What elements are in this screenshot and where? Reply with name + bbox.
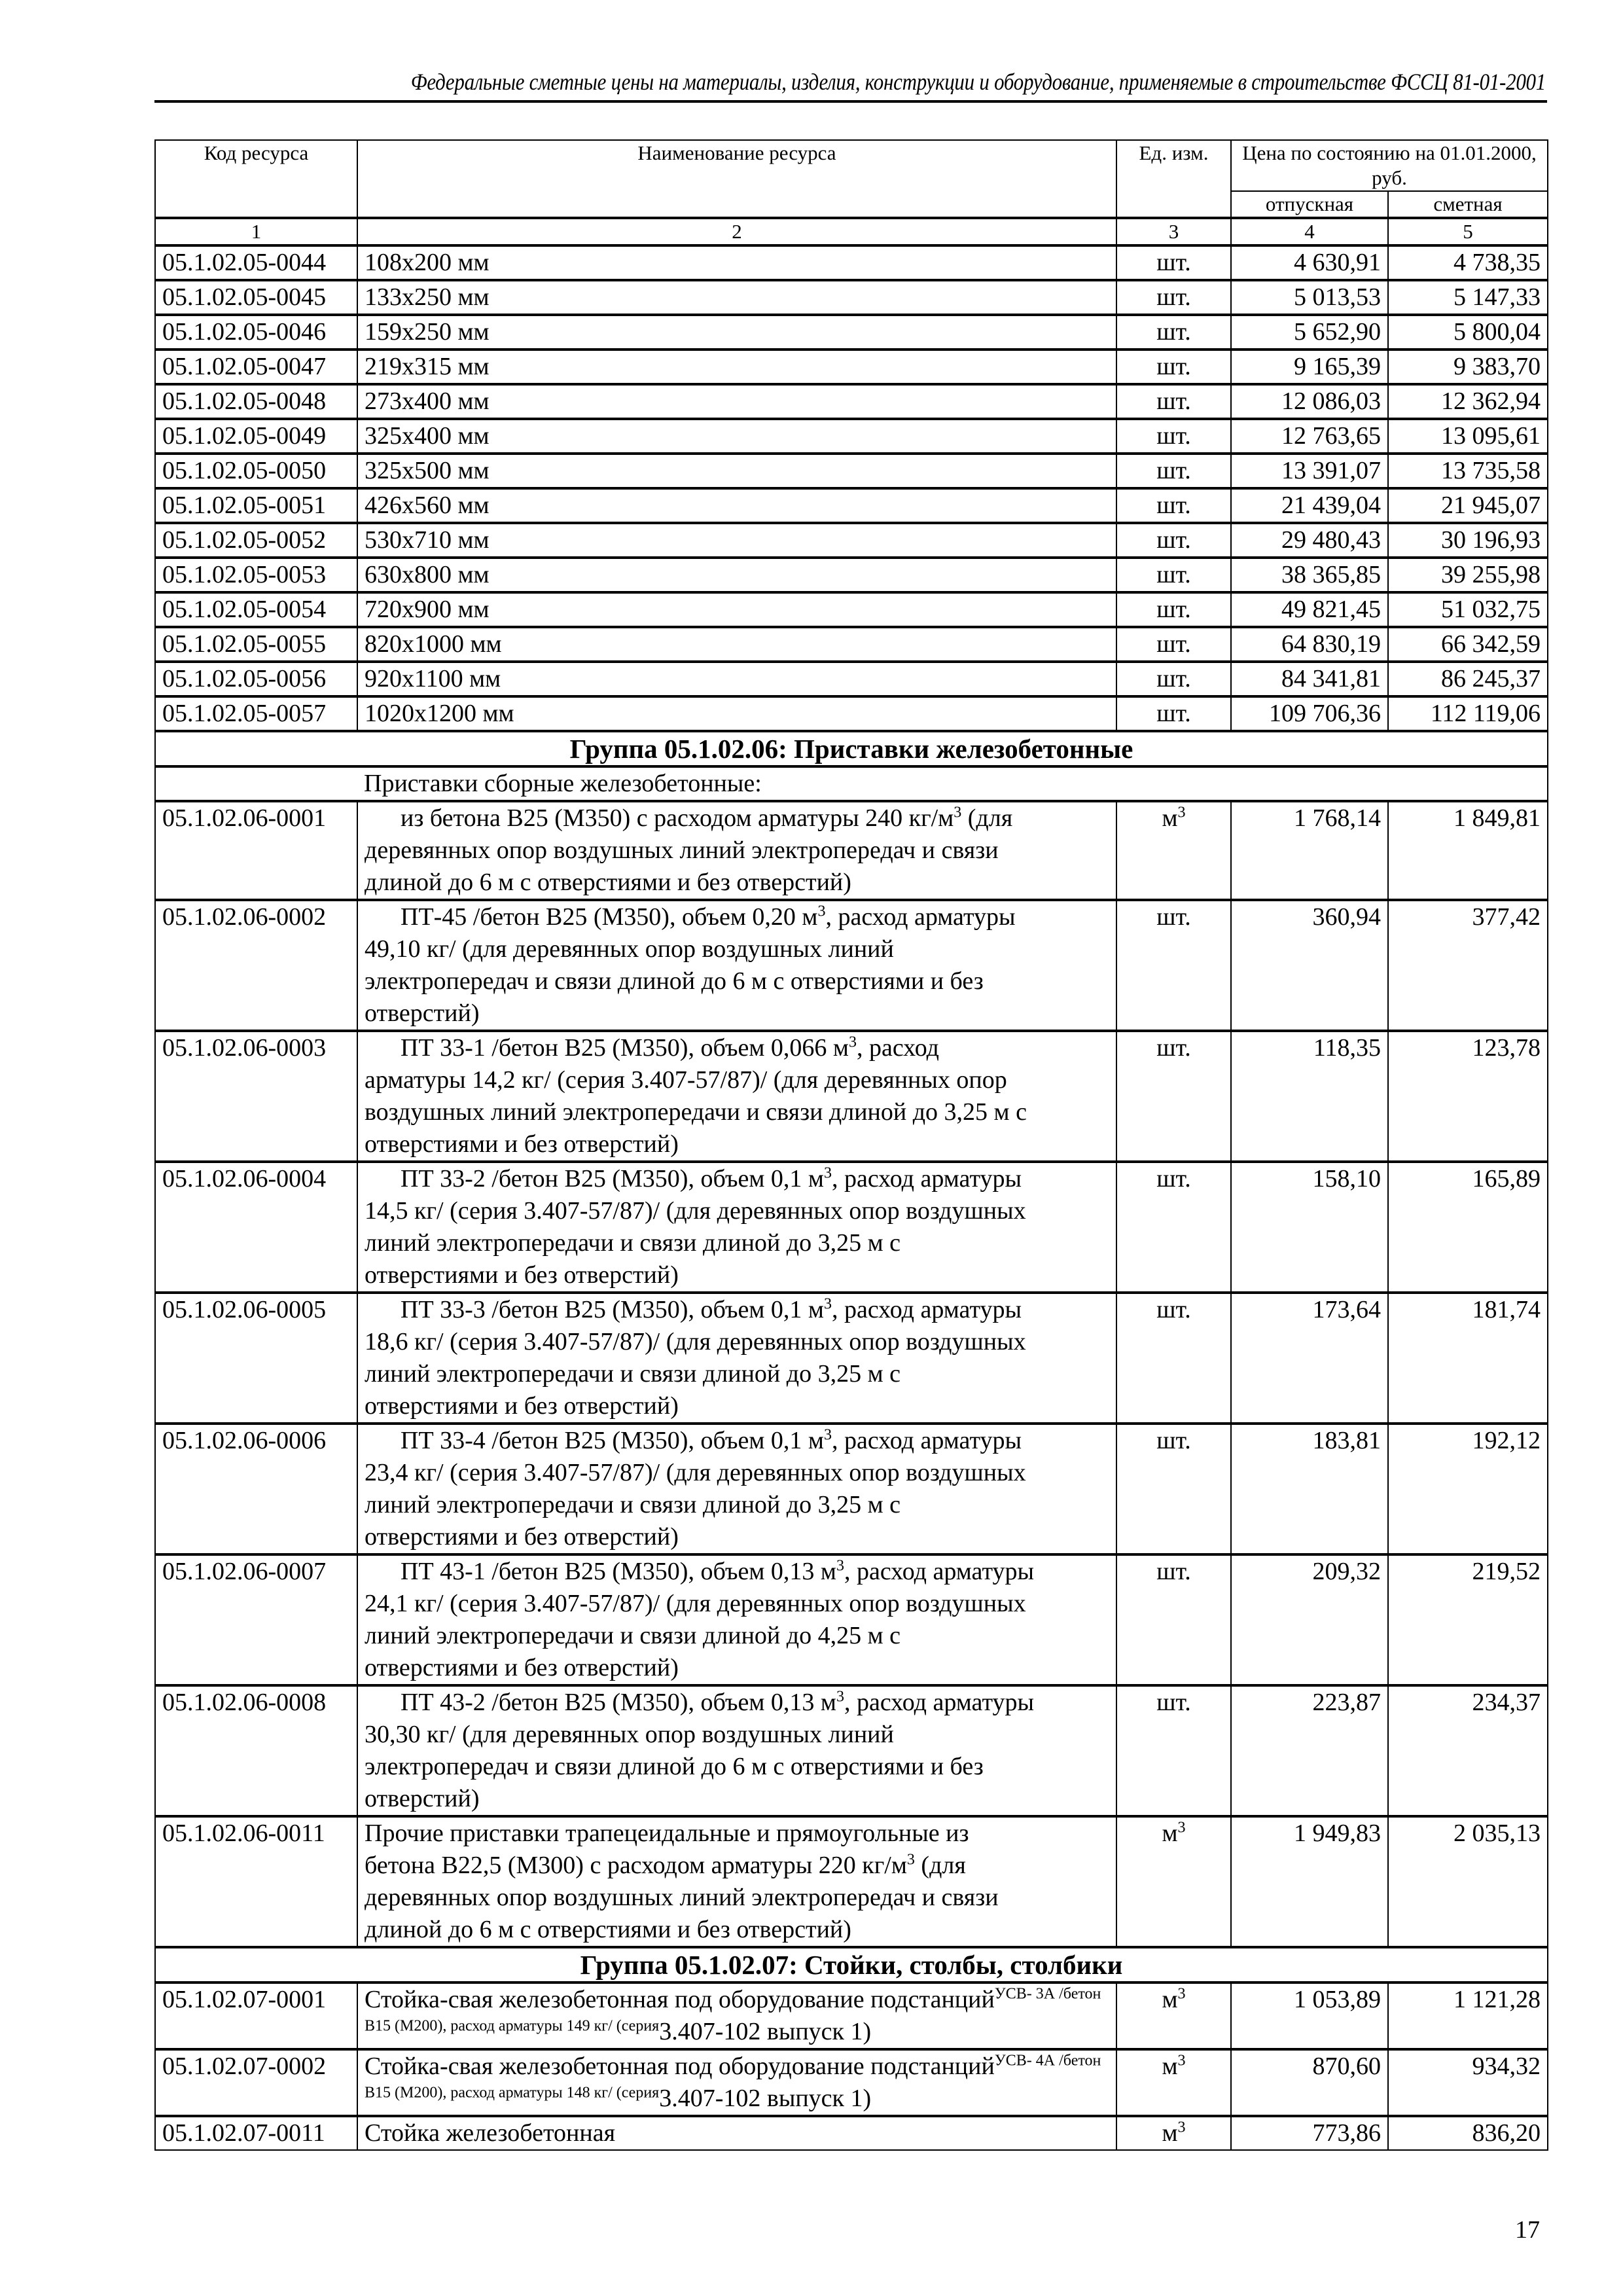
unit: шт. (1116, 523, 1231, 558)
subheading-row (155, 766, 1548, 801)
unit-label: шт. (1156, 1165, 1191, 1193)
name-line: ПТ 33-1 /бетон В25 (М350), объем 0,066 $м^3$, расход (401, 1033, 939, 1062)
name-line: воздушных линий электропередачи и связи длиной до 3,25 м с (365, 1098, 1027, 1126)
price-estimate: 836,20 (1388, 2116, 1548, 2150)
unit: шт. (1116, 558, 1231, 592)
unit: шт. (1116, 696, 1231, 731)
unit-label: шт. (1156, 1558, 1191, 1585)
price-estimate: 219,52 (1388, 1554, 1548, 1685)
resource-code: 05.1.02.06-0002 (155, 900, 357, 1031)
name-line: отверстий) (365, 999, 480, 1027)
resource-code: 05.1.02.07-0001 (155, 1982, 357, 2049)
price-estimate: 234,37 (1388, 1685, 1548, 1816)
price-release: 38 365,85 (1231, 558, 1388, 592)
price-estimate: 86 245,37 (1388, 662, 1548, 696)
superscript: УСВ- 3А /бетон В15 (М200), расход арматуры 149 кг/ (серия (365, 1985, 1101, 2035)
unit (1116, 1162, 1231, 1293)
name-line: 49,10 кг/ (для деревянных опор воздушных линий (365, 935, 894, 963)
unit (1116, 801, 1231, 900)
superscript: 3 (823, 1164, 832, 1182)
price-estimate: 112 119,06 (1388, 696, 1548, 731)
price-estimate: 165,89 (1388, 1162, 1548, 1293)
table-row (155, 523, 1548, 558)
price-estimate: 181,74 (1388, 1293, 1548, 1424)
unit: шт. (1116, 454, 1231, 488)
name-line: ПТ-45 /бетон В25 (М350), объем 0,20 $м^3$, расход арматуры (401, 903, 1016, 931)
unit: шт. (1116, 592, 1231, 627)
resource-name: 325x400 мм (357, 419, 1116, 454)
group-title: Группа 05.1.02.07: Стойки, столбы, столбики (155, 1947, 1548, 1982)
table-row (155, 1031, 1548, 1162)
unit (1116, 2049, 1231, 2116)
price-estimate: 13 735,58 (1388, 454, 1548, 488)
price-release: 1 053,89 (1231, 1982, 1388, 2049)
running-header: Федеральные сметные цены на материалы, изделия, конструкции и оборудование, применяемые в строительстве ФССЦ 81-01-2001 (410, 69, 1546, 95)
unit (1116, 1685, 1231, 1816)
superscript: 3 (954, 804, 962, 821)
resource-name: 159x250 мм (357, 315, 1116, 350)
superscript: 3 (906, 1851, 915, 1869)
column-numbers-row (155, 218, 1548, 245)
resource-code: 05.1.02.05-0048 (155, 384, 357, 419)
header-rule (154, 100, 1547, 103)
name-line: 30,30 кг/ (для деревянных опор воздушных линий (365, 1721, 894, 1748)
price-estimate: 1 121,28 (1388, 1982, 1548, 2049)
resource-name: 133x250 мм (357, 280, 1116, 315)
resource-code: 05.1.02.06-0007 (155, 1554, 357, 1685)
unit-label: м (1162, 2053, 1178, 2080)
resource-name: 1020x1200 мм (357, 696, 1116, 731)
name-line: Прочие приставки трапецеидальные и прямоугольные из (365, 1820, 969, 1847)
price-estimate: 1 849,81 (1388, 801, 1548, 900)
superscript: 3 (1177, 2052, 1186, 2070)
resource-code: 05.1.02.05-0046 (155, 315, 357, 350)
superscript: УСВ- 4А /бетон В15 (М200), расход арматуры 148 кг/ (серия (365, 2052, 1101, 2102)
resource-name: 920x1100 мм (357, 662, 1116, 696)
resource-code: 05.1.02.06-0003 (155, 1031, 357, 1162)
table-row (155, 280, 1548, 315)
table-row (155, 627, 1548, 662)
unit-label: шт. (1156, 1689, 1191, 1716)
resource-name (357, 1162, 1116, 1293)
header-price-group: Цена по состоянию на 01.01.2000, руб. (1231, 140, 1548, 191)
resource-name (357, 1031, 1116, 1162)
name-line: Стойка железобетонная (365, 2119, 616, 2147)
unit (1116, 1982, 1231, 2049)
resource-code: 05.1.02.05-0047 (155, 350, 357, 384)
resource-name (357, 1685, 1116, 1816)
unit-label: шт. (1156, 1427, 1191, 1454)
unit-label: м (1162, 804, 1178, 832)
unit (1116, 2116, 1231, 2150)
header-price-estimate: сметная (1388, 191, 1548, 218)
name-line: 24,1 кг/ (серия 3.407-57/87)/ (для деревянных опор воздушных (365, 1590, 1026, 1617)
resource-code: 05.1.02.05-0049 (155, 419, 357, 454)
unit-label: м (1162, 2119, 1178, 2147)
resource-name (357, 900, 1116, 1031)
price-release: 29 480,43 (1231, 523, 1388, 558)
price-estimate: 123,78 (1388, 1031, 1548, 1162)
resource-name: 108x200 мм (357, 245, 1116, 280)
unit (1116, 1293, 1231, 1424)
resource-name (357, 2049, 1116, 2116)
resource-code: 05.1.02.07-0002 (155, 2049, 357, 2116)
page-number: 17 (1515, 2216, 1540, 2244)
resource-name: 530x710 мм (357, 523, 1116, 558)
name-line: электропередач и связи длиной до 6 м с отверстиями и без (365, 967, 984, 995)
price-estimate: 934,32 (1388, 2049, 1548, 2116)
table-row (155, 245, 1548, 280)
superscript: 3 (823, 1295, 832, 1313)
unit (1116, 1424, 1231, 1554)
price-release: 64 830,19 (1231, 627, 1388, 662)
table-row (155, 384, 1548, 419)
superscript: 3 (1177, 2119, 1186, 2136)
price-release: 1 949,83 (1231, 1816, 1388, 1947)
name-line: 23,4 кг/ (серия 3.407-57/87)/ (для деревянных опор воздушных (365, 1459, 1026, 1486)
name-line: отверстиями и без отверстий) (365, 1654, 679, 1681)
price-estimate: 51 032,75 (1388, 592, 1548, 627)
resource-name (357, 1424, 1116, 1554)
resource-name (357, 1293, 1116, 1424)
superscript: 3 (817, 903, 826, 920)
unit (1116, 900, 1231, 1031)
header-name: Наименование ресурса (357, 140, 1116, 218)
table-row (155, 558, 1548, 592)
name-line: ПТ 33-3 /бетон В25 (М350), объем 0,1 $м^3$, расход арматуры (401, 1295, 1022, 1323)
table-row (155, 1424, 1548, 1554)
resource-name: 219x315 мм (357, 350, 1116, 384)
table-row (155, 488, 1548, 523)
header-unit: Ед. изм. (1116, 140, 1231, 218)
price-release: 21 439,04 (1231, 488, 1388, 523)
resource-code: 05.1.02.05-0052 (155, 523, 357, 558)
resource-code: 05.1.02.06-0008 (155, 1685, 357, 1816)
unit-label: м (1162, 1986, 1178, 2013)
table-row (155, 662, 1548, 696)
table-row (155, 1816, 1548, 1947)
price-release: 773,86 (1231, 2116, 1388, 2150)
group-title: Группа 05.1.02.06: Приставки железобетонные (155, 731, 1548, 766)
name-line: ПТ 43-2 /бетон В25 (М350), объем 0,13 $м^3$, расход арматуры (401, 1688, 1035, 1716)
resource-code: 05.1.02.05-0053 (155, 558, 357, 592)
unit: шт. (1116, 627, 1231, 662)
price-release: 5 652,90 (1231, 315, 1388, 350)
resource-name (357, 1816, 1116, 1947)
price-estimate: 2 035,13 (1388, 1816, 1548, 1947)
group-header-07 (155, 1947, 1548, 1982)
subheading: Приставки сборные железобетонные: (357, 766, 1548, 801)
name-line: бетона В22,5 (М300) с расходом арматуры 220 $кг/м^3$ (для (365, 1851, 966, 1879)
price-release: 173,64 (1231, 1293, 1388, 1424)
column-number: 3 (1116, 218, 1231, 245)
price-release: 84 341,81 (1231, 662, 1388, 696)
price-estimate: 66 342,59 (1388, 627, 1548, 662)
resource-name: 720x900 мм (357, 592, 1116, 627)
table-row (155, 2116, 1548, 2150)
resource-code: 05.1.02.06-0005 (155, 1293, 357, 1424)
name-line: отверстиями и без отверстий) (365, 1523, 679, 1551)
name-line: Стойка-свая железобетонная под оборудование подстанций$^{УСВ- 4А /бетон В15 (М200), расход арматуры 148 кг/ (серия}$3.407-102 выпуск 1) (365, 2052, 1101, 2112)
resource-name: 820x1000 мм (357, 627, 1116, 662)
unit: шт. (1116, 315, 1231, 350)
table-row (155, 696, 1548, 731)
unit (1116, 1031, 1231, 1162)
table-row (155, 1162, 1548, 1293)
price-table (154, 139, 1548, 2151)
unit: шт. (1116, 488, 1231, 523)
price-release: 870,60 (1231, 2049, 1388, 2116)
unit-label: шт. (1156, 1034, 1191, 1062)
name-line: отверстиями и без отверстий) (365, 1130, 679, 1158)
column-number: 1 (155, 218, 357, 245)
resource-name (357, 2116, 1116, 2150)
price-release: 183,81 (1231, 1424, 1388, 1554)
table-row (155, 315, 1548, 350)
name-line: линий электропередачи и связи длиной до 3,25 м с (365, 1229, 901, 1257)
superscript: 3 (836, 1557, 844, 1575)
name-line: линий электропередачи и связи длиной до 3,25 м с (365, 1491, 901, 1518)
unit-label: шт. (1156, 903, 1191, 931)
superscript: 3 (1177, 1985, 1186, 2003)
name-line: ПТ 43-1 /бетон В25 (М350), объем 0,13 $м^3$, расход арматуры (401, 1557, 1035, 1585)
name-line: длиной до 6 м с отверстиями и без отверстий) (365, 1916, 851, 1943)
column-number: 4 (1231, 218, 1388, 245)
price-estimate: 12 362,94 (1388, 384, 1548, 419)
unit: шт. (1116, 280, 1231, 315)
price-estimate: 5 800,04 (1388, 315, 1548, 350)
unit (1116, 1554, 1231, 1685)
resource-code: 05.1.02.05-0044 (155, 245, 357, 280)
table-row (155, 1554, 1548, 1685)
table-row (155, 454, 1548, 488)
name-line: Стойка-свая железобетонная под оборудование подстанций$^{УСВ- 3А /бетон В15 (М200), расход арматуры 149 кг/ (серия}$3.407-102 выпуск 1) (365, 1985, 1101, 2045)
name-line: отверстиями и без отверстий) (365, 1261, 679, 1289)
name-line: деревянных опор воздушных линий электропередач и связи (365, 1884, 999, 1911)
price-release: 49 821,45 (1231, 592, 1388, 627)
table-row (155, 1293, 1548, 1424)
price-release: 360,94 (1231, 900, 1388, 1031)
name-line: линий электропередачи и связи длиной до 3,25 м с (365, 1360, 901, 1388)
price-release: 12 086,03 (1231, 384, 1388, 419)
superscript: 3 (1177, 804, 1186, 821)
resource-code: 05.1.02.05-0045 (155, 280, 357, 315)
resource-code: 05.1.02.06-0001 (155, 801, 357, 900)
price-estimate: 13 095,61 (1388, 419, 1548, 454)
resource-name (357, 801, 1116, 900)
price-release: 118,35 (1231, 1031, 1388, 1162)
price-estimate: 39 255,98 (1388, 558, 1548, 592)
table-row (155, 592, 1548, 627)
superscript: 3 (823, 1426, 832, 1444)
unit: шт. (1116, 419, 1231, 454)
price-estimate: 21 945,07 (1388, 488, 1548, 523)
price-release: 209,32 (1231, 1554, 1388, 1685)
column-number: 5 (1388, 218, 1548, 245)
resource-name: 630x800 мм (357, 558, 1116, 592)
price-estimate: 4 738,35 (1388, 245, 1548, 280)
resource-name: 273x400 мм (357, 384, 1116, 419)
superscript: 3 (848, 1033, 857, 1051)
header-price-release: отпускная (1231, 191, 1388, 218)
table-body (155, 218, 1548, 2150)
resource-code: 05.1.02.05-0055 (155, 627, 357, 662)
resource-name (357, 1554, 1116, 1685)
price-release: 109 706,36 (1231, 696, 1388, 731)
name-line: электропередач и связи длиной до 6 м с отверстиями и без (365, 1753, 984, 1780)
name-line: линий электропередачи и связи длиной до 4,25 м с (365, 1622, 901, 1649)
resource-code: 05.1.02.05-0056 (155, 662, 357, 696)
resource-code: 05.1.02.07-0011 (155, 2116, 357, 2150)
name-line: 18,6 кг/ (серия 3.407-57/87)/ (для деревянных опор воздушных (365, 1328, 1026, 1355)
price-release: 5 013,53 (1231, 280, 1388, 315)
name-line: ПТ 33-4 /бетон В25 (М350), объем 0,1 $м^3$, расход арматуры (401, 1426, 1022, 1454)
table-row (155, 419, 1548, 454)
table-row (155, 1982, 1548, 2049)
resource-name (357, 1982, 1116, 2049)
resource-code: 05.1.02.05-0057 (155, 696, 357, 731)
price-estimate: 5 147,33 (1388, 280, 1548, 315)
resource-code: 05.1.02.06-0006 (155, 1424, 357, 1554)
price-estimate: 9 383,70 (1388, 350, 1548, 384)
unit-label: м (1162, 1820, 1178, 1847)
price-estimate: 377,42 (1388, 900, 1548, 1031)
table-row (155, 900, 1548, 1031)
price-release: 1 768,14 (1231, 801, 1388, 900)
name-line: 14,5 кг/ (серия 3.407-57/87)/ (для деревянных опор воздушных (365, 1197, 1026, 1225)
resource-code: 05.1.02.05-0050 (155, 454, 357, 488)
superscript: 3 (1177, 1819, 1186, 1837)
price-release: 12 763,65 (1231, 419, 1388, 454)
resource-code: 05.1.02.06-0004 (155, 1162, 357, 1293)
resource-code: 05.1.02.05-0051 (155, 488, 357, 523)
unit: шт. (1116, 245, 1231, 280)
name-line: из бетона В25 (М350) с расходом арматуры 240 $кг/м^3$ (для (401, 804, 1013, 832)
price-release: 9 165,39 (1231, 350, 1388, 384)
table-row (155, 2049, 1548, 2116)
table-row (155, 350, 1548, 384)
column-number: 2 (357, 218, 1116, 245)
superscript: 3 (836, 1688, 844, 1706)
resource-name: 325x500 мм (357, 454, 1116, 488)
name-line: ПТ 33-2 /бетон В25 (М350), объем 0,1 $м^3$, расход арматуры (401, 1164, 1022, 1193)
unit: шт. (1116, 350, 1231, 384)
price-release: 4 630,91 (1231, 245, 1388, 280)
unit: шт. (1116, 384, 1231, 419)
table-row (155, 1685, 1548, 1816)
price-release: 158,10 (1231, 1162, 1388, 1293)
empty-cell (155, 766, 357, 801)
price-release: 223,87 (1231, 1685, 1388, 1816)
resource-code: 05.1.02.05-0054 (155, 592, 357, 627)
group-header-06 (155, 731, 1548, 766)
name-line: отверстий) (365, 1785, 480, 1812)
unit: шт. (1116, 662, 1231, 696)
name-line: отверстиями и без отверстий) (365, 1392, 679, 1420)
header-code: Код ресурса (155, 140, 357, 218)
price-release: 13 391,07 (1231, 454, 1388, 488)
name-line: арматуры 14,2 кг/ (серия 3.407-57/87)/ (для деревянных опор (365, 1066, 1007, 1094)
unit (1116, 1816, 1231, 1947)
unit-label: шт. (1156, 1296, 1191, 1323)
price-estimate: 30 196,93 (1388, 523, 1548, 558)
name-line: длиной до 6 м с отверстиями и без отверстий) (365, 869, 851, 896)
resource-code: 05.1.02.06-0011 (155, 1816, 357, 1947)
price-estimate: 192,12 (1388, 1424, 1548, 1554)
resource-name: 426x560 мм (357, 488, 1116, 523)
name-line: деревянных опор воздушных линий электропередач и связи (365, 836, 999, 864)
table-row (155, 801, 1548, 900)
